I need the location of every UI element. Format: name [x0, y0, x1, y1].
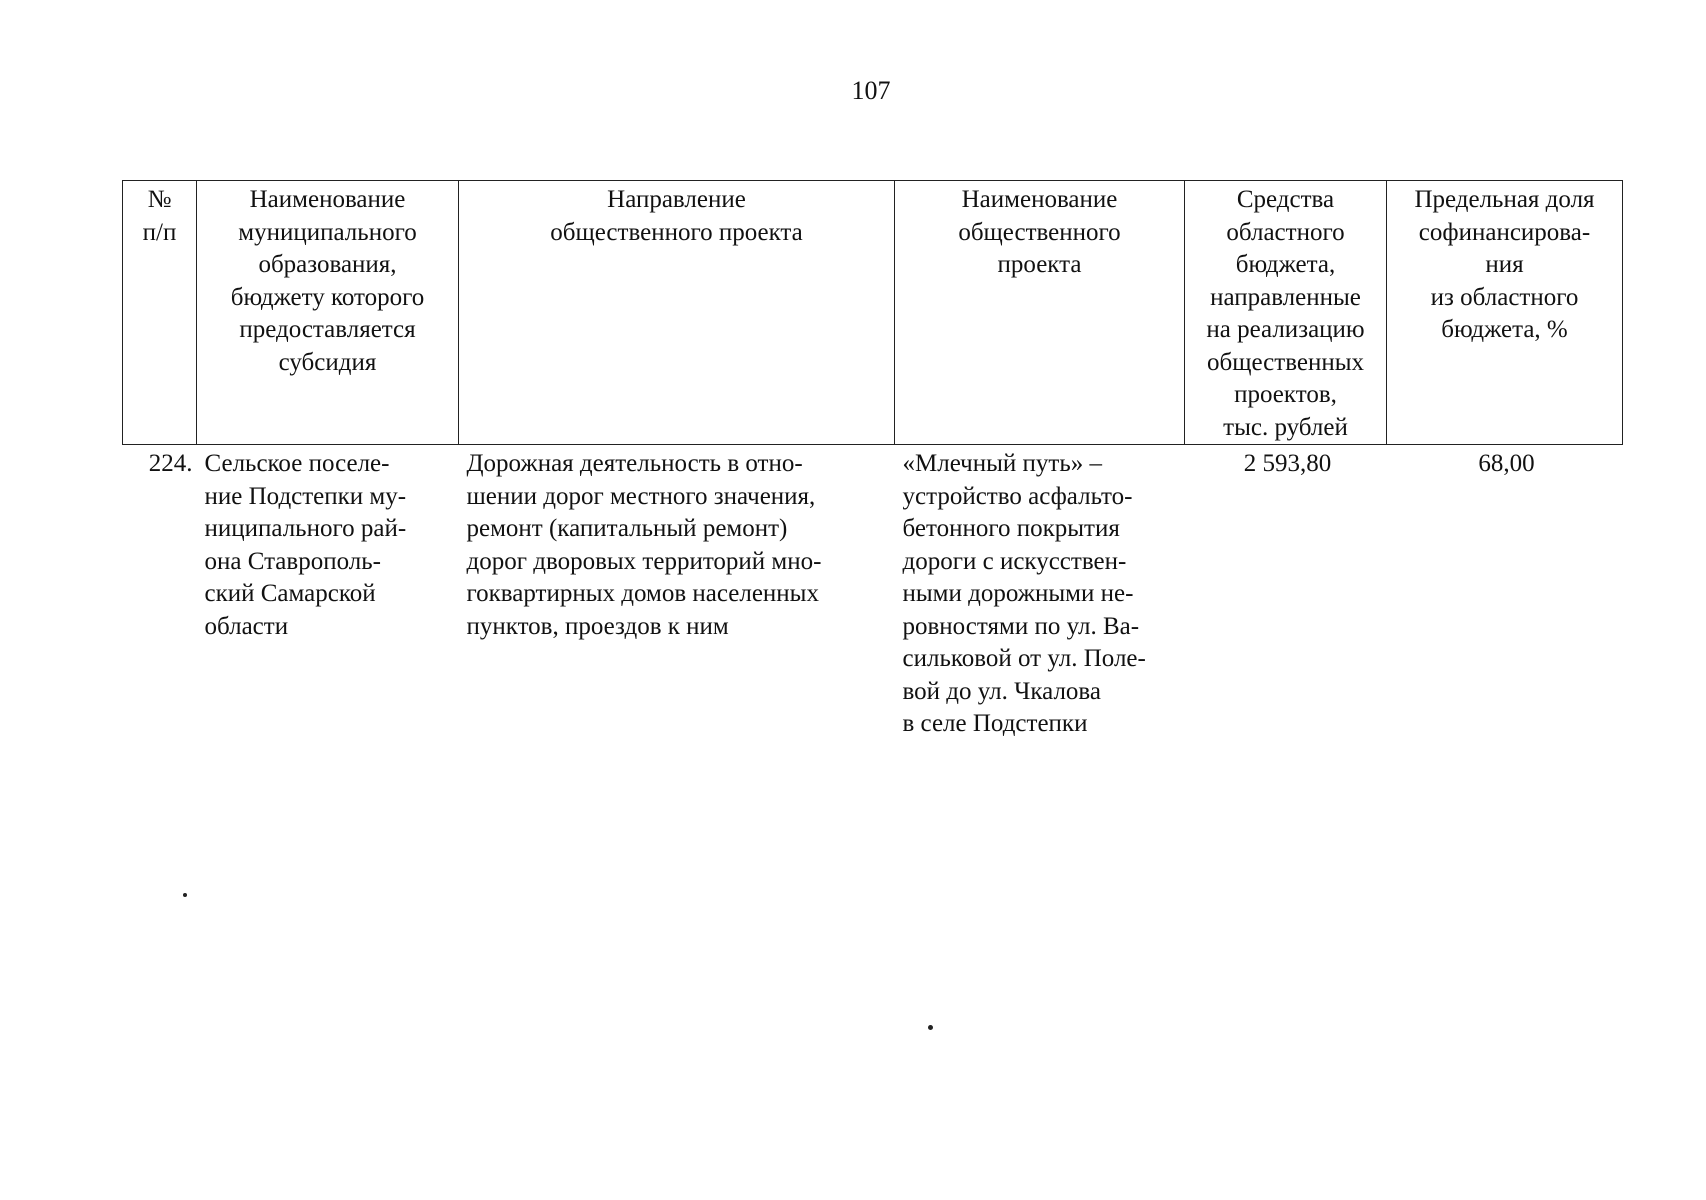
- text-line: бюджета, %: [1441, 316, 1568, 343]
- header-project-name: [895, 181, 1185, 445]
- text-line: области: [204, 612, 289, 640]
- text-line: ремонт (капитальный ремонт): [466, 515, 788, 542]
- row-municipality: [197, 445, 459, 741]
- table-header-row: [123, 181, 1623, 445]
- text-line: образования,: [258, 251, 397, 278]
- subsidy-table: [122, 180, 1623, 741]
- text-line: бетонного покрытия: [902, 515, 1120, 542]
- text-line: Сельское поселе-: [204, 450, 390, 477]
- text-line: шении дорог местного значения,: [466, 482, 816, 510]
- row-share: 68,00: [1478, 450, 1535, 477]
- header-share: [1387, 181, 1623, 445]
- scan-speck: [928, 1025, 933, 1030]
- text-line: в селе Подстепки: [902, 710, 1088, 737]
- text-line: на реализацию: [1206, 316, 1365, 343]
- text-line: ровностями по ул. Ва-: [902, 612, 1140, 640]
- text-line: сильковой от ул. Поле-: [902, 645, 1146, 672]
- text-line: ными дорожными не-: [902, 580, 1134, 607]
- text-line: «Млечный путь» –: [902, 450, 1103, 477]
- text-line: №: [147, 186, 172, 213]
- text-line: Направление: [607, 186, 746, 213]
- row-direction: [459, 445, 895, 741]
- text-line: гоквартирных домов населенных: [466, 580, 819, 607]
- row-project-name: [895, 445, 1185, 741]
- text-line: Дорожная деятельность в отно-: [466, 450, 803, 477]
- header-direction: [459, 181, 895, 445]
- text-line: дорог дворовых территорий мно-: [466, 547, 822, 575]
- text-line: проекта: [997, 251, 1082, 278]
- text-line: Предельная доля: [1414, 186, 1595, 213]
- row-number: 224.: [148, 450, 193, 477]
- text-line: она Ставрополь-: [204, 547, 381, 575]
- text-line: муниципального: [238, 218, 417, 246]
- text-line: проектов,: [1234, 381, 1337, 408]
- text-line: Наименование: [961, 186, 1118, 213]
- table-row: [123, 445, 1623, 741]
- text-line: общественных: [1206, 348, 1365, 376]
- text-line: из областного: [1430, 283, 1579, 311]
- text-line: ский Самарской: [204, 580, 376, 607]
- text-line: тыс. рублей: [1223, 413, 1348, 441]
- text-line: общественного: [958, 218, 1121, 246]
- text-line: направленные: [1210, 283, 1361, 311]
- page-number: 107: [851, 76, 891, 105]
- text-line: Наименование: [249, 186, 406, 213]
- text-line: софинансирова-: [1418, 218, 1591, 246]
- header-municipality: [197, 181, 459, 445]
- header-budget: [1185, 181, 1387, 445]
- text-line: ния: [1485, 251, 1524, 278]
- text-line: вой до ул. Чкалова: [902, 677, 1101, 705]
- text-line: пунктов, проездов к ним: [466, 612, 729, 640]
- text-line: общественного проекта: [550, 218, 803, 246]
- text-line: п/п: [142, 218, 177, 246]
- text-line: Средства: [1236, 186, 1335, 213]
- text-line: предоставляется: [239, 316, 416, 343]
- text-line: бюджету которого: [230, 283, 425, 311]
- row-budget: 2 593,80: [1243, 450, 1332, 477]
- text-line: устройство асфальто-: [902, 482, 1133, 510]
- scan-speck: [183, 893, 187, 897]
- header-number: [123, 181, 197, 445]
- text-line: субсидия: [278, 348, 377, 376]
- text-line: бюджета,: [1235, 251, 1336, 278]
- text-line: областного: [1226, 218, 1345, 246]
- text-line: дороги с искусствен-: [902, 547, 1127, 575]
- text-line: ниципального рай-: [204, 515, 407, 542]
- text-line: ние Подстепки му-: [204, 482, 407, 510]
